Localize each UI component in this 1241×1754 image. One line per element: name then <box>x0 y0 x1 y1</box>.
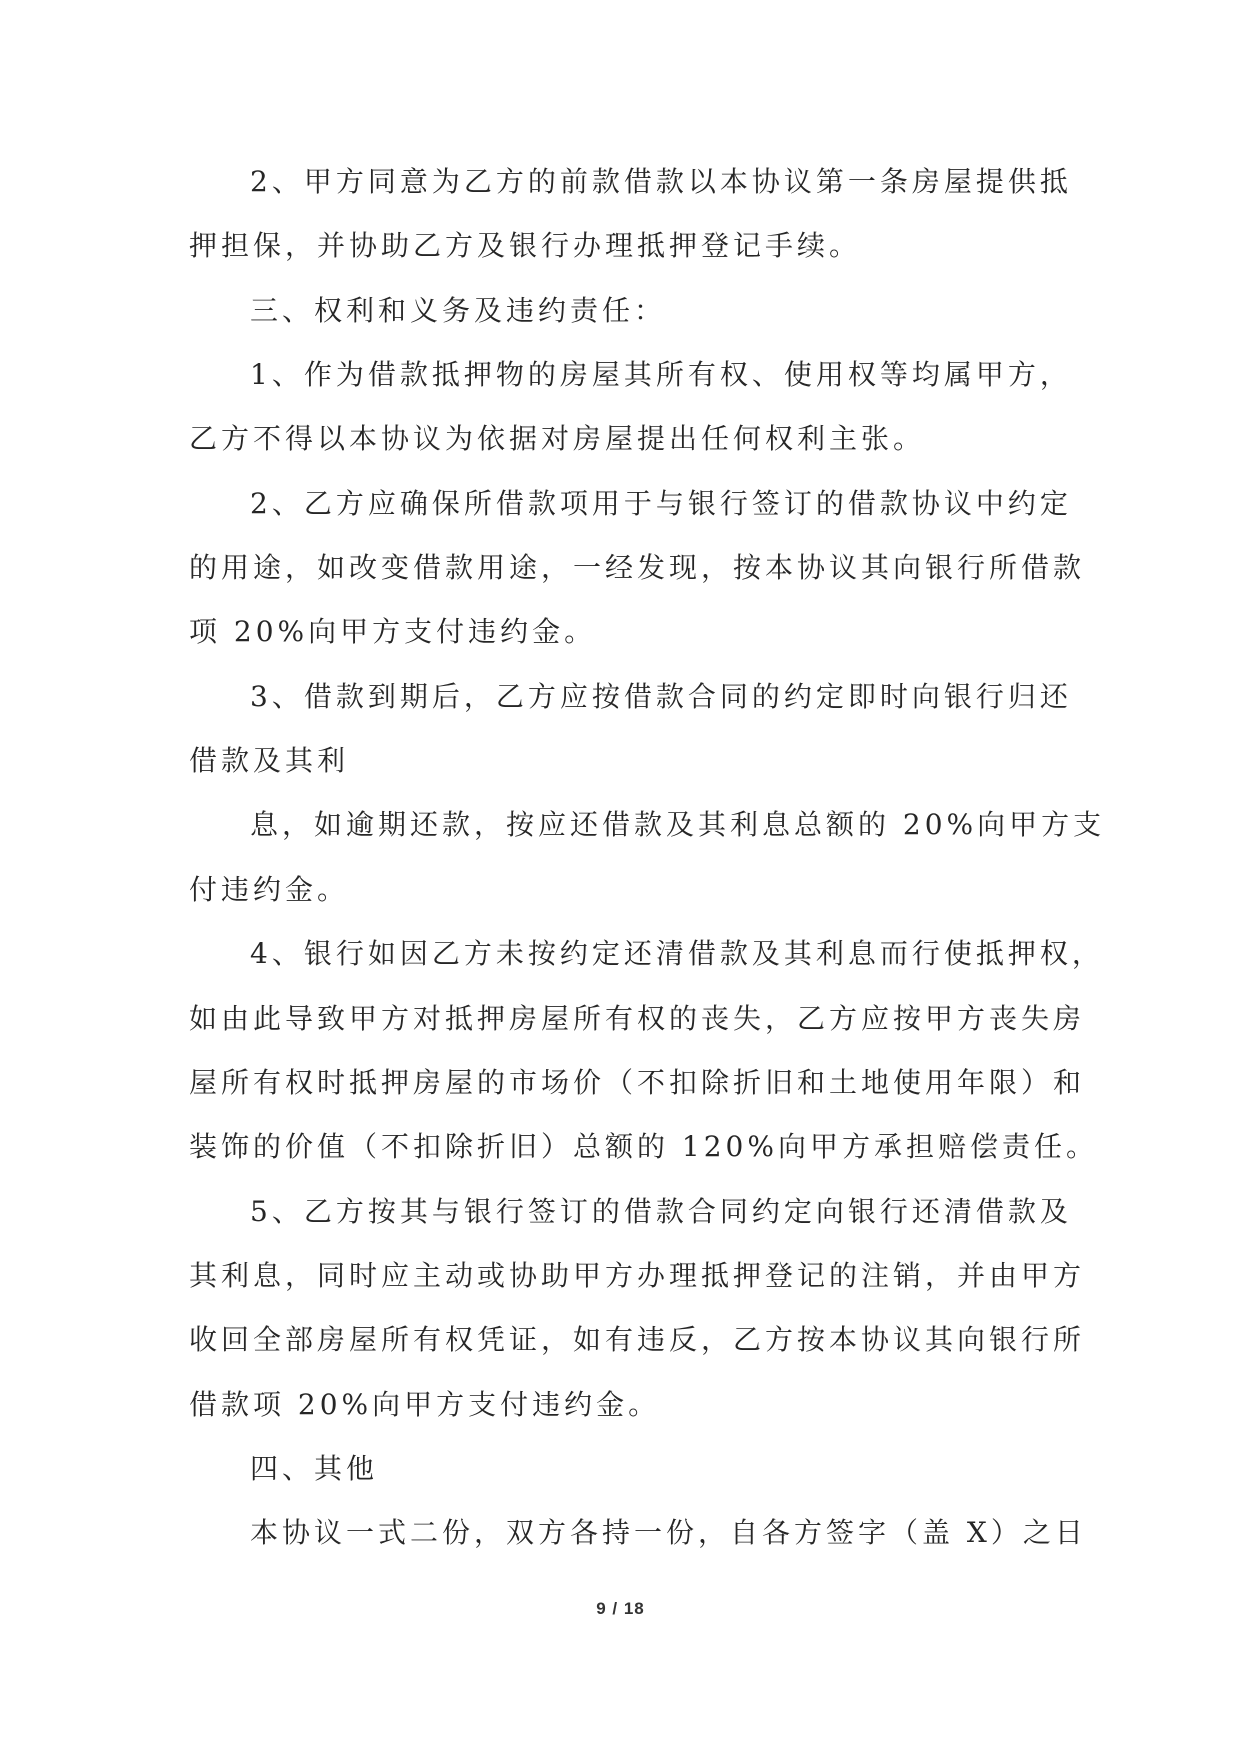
paragraph-line: 付违约金。 <box>189 873 350 906</box>
page-number: 9 / 18 <box>596 1599 645 1618</box>
paragraph-line: 项 20%向甲方支付违约金。 <box>189 615 597 648</box>
section-heading: 三、权利和义务及违约责任： <box>250 294 667 327</box>
paragraph-line: 借款项 20%向甲方支付违约金。 <box>189 1388 661 1421</box>
paragraph-line: 收回全部房屋所有权凭证，如有违反，乙方按本协议其向银行所 <box>189 1323 1086 1356</box>
paragraph-line: 2、甲方同意为乙方的前款借款以本协议第一条房屋提供抵 <box>250 165 1072 198</box>
paragraph-line: 装饰的价值（不扣除折旧）总额的 120%向甲方承担赔偿责任。 <box>189 1130 1098 1163</box>
section-heading: 四、其他 <box>250 1452 379 1485</box>
paragraph-line: 1、作为借款抵押物的房屋其所有权、使用权等均属甲方， <box>250 358 1072 391</box>
paragraph-line: 的用途，如改变借款用途，一经发现，按本协议其向银行所借款 <box>189 551 1086 584</box>
paragraph-line: 2、乙方应确保所借款项用于与银行签订的借款协议中约定 <box>250 487 1072 520</box>
paragraph-line: 5、乙方按其与银行签订的借款合同约定向银行还清借款及 <box>250 1195 1072 1228</box>
paragraph-line: 其利息，同时应主动或协助甲方办理抵押登记的注销，并由甲方 <box>189 1259 1086 1292</box>
paragraph-line: 4、银行如因乙方未按约定还清借款及其利息而行使抵押权， <box>250 937 1104 970</box>
paragraph-line: 借款及其利 <box>189 744 350 777</box>
paragraph-line: 乙方不得以本协议为依据对房屋提出任何权利主张。 <box>189 422 926 455</box>
paragraph-line: 本协议一式二份，双方各持一份，自各方签字（盖 X）之日 <box>250 1516 1087 1549</box>
paragraph-line: 押担保，并协助乙方及银行办理抵押登记手续。 <box>189 229 862 262</box>
paragraph-line: 3、借款到期后，乙方应按借款合同的约定即时向银行归还 <box>250 680 1072 713</box>
paragraph-line: 屋所有权时抵押房屋的市场价（不扣除折旧和土地使用年限）和 <box>189 1066 1086 1099</box>
paragraph-line: 息，如逾期还款，按应还借款及其利息总额的 20%向甲方支 <box>250 808 1106 841</box>
paragraph-line: 如由此导致甲方对抵押房屋所有权的丧失，乙方应按甲方丧失房 <box>189 1002 1086 1035</box>
